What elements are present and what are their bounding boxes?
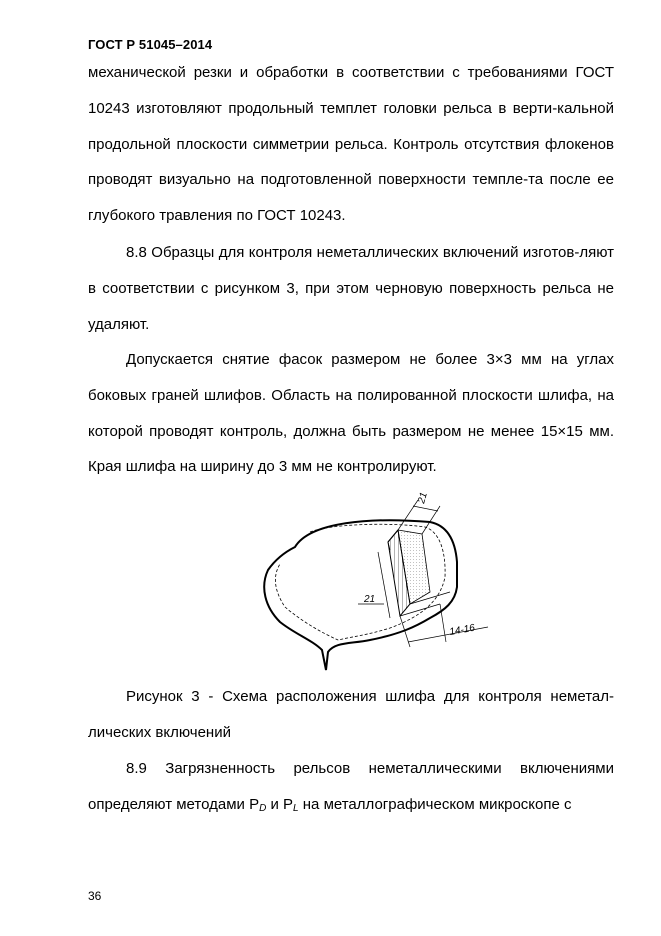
paragraph-text: 8.8 Образцы для контроля неметаллических включений изготов-ляют в соответствии с рисунком 3, при этом черновую поверхность рельса не удаляют. bbox=[88, 244, 614, 333]
dim-top-line bbox=[413, 506, 438, 511]
document-header: ГОСТ Р 51045–2014 bbox=[88, 37, 213, 52]
rail-head-outline bbox=[264, 520, 457, 670]
paragraph-text: механической резки и обработки в соответствии с требованиями ГОСТ 10243 изготовляют продольный темплет головки рельса в верти-кальной продольной плоскости симметрии рельса. Контроль отсутствия флокенов проводят визуально на подготовленной поверхности темпле-та после ее глубокого травления по ГОСТ 10243. bbox=[88, 64, 614, 225]
paragraph-text-mid: и P bbox=[266, 795, 294, 813]
figure-rail-head-sample bbox=[250, 492, 490, 675]
paragraph-8-9 bbox=[88, 751, 614, 827]
page-number: 36 bbox=[88, 889, 102, 903]
paragraph-continuation bbox=[88, 55, 614, 234]
rail-head-drawing bbox=[250, 492, 490, 675]
dim-top-label: 21 bbox=[416, 492, 430, 505]
dim-right-label: 14-16 bbox=[448, 622, 476, 638]
subscript-d: D bbox=[259, 802, 267, 814]
caption-text: Рисунок 3 - Схема расположения шлифа для контроля неметал-лических включений bbox=[88, 688, 614, 741]
paragraph-text: Допускается снятие фасок размером не более 3×3 мм на углах боковых граней шлифов. Область на полированной плоскости шлифа, на которой проводят контроль, должна быть размером не менее 15×15 мм. Края шлифа на ширину до 3 мм не контролируют. bbox=[88, 351, 614, 476]
dim-left-line bbox=[378, 552, 390, 618]
paragraph-text bbox=[88, 751, 614, 827]
figure-caption bbox=[88, 679, 614, 751]
paragraph-8-8 bbox=[88, 235, 614, 342]
subscript-l: L bbox=[293, 802, 299, 814]
dim-left-label: 21 bbox=[364, 594, 376, 605]
paragraph-text-end: на металлографическом микроскопе с bbox=[298, 795, 572, 813]
paragraph-text-start: 8.9 Загрязненность рельсов неметаллическими включениями определяют методами P bbox=[88, 760, 614, 813]
paragraph-chamfer bbox=[88, 342, 614, 485]
